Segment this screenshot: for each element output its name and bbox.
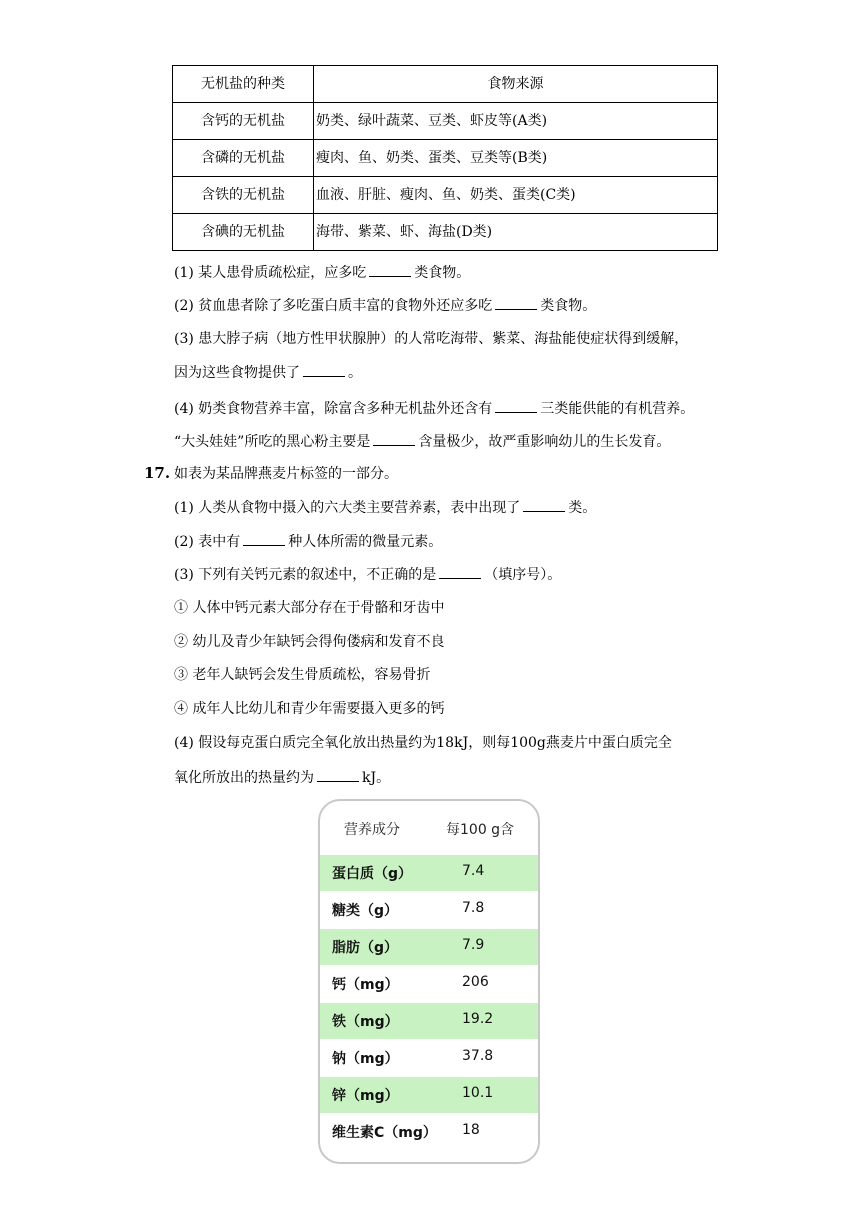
nutrient-name: 脂肪（g） bbox=[332, 940, 399, 956]
nutrition-row bbox=[320, 892, 540, 928]
q17-part2: (2) 表中有 种人体所需的微量元素。 bbox=[174, 531, 442, 551]
q17-part4-line1: (4) 假设每克蛋白质完全氧化放出热量约为18kJ，则每100g燕麦片中蛋白质完全 bbox=[174, 735, 672, 751]
q16-part1: (1) 某人患骨质疏松症，应多吃 类食物。 bbox=[174, 262, 470, 282]
table-cell: 奶类、绿叶蔬菜、豆类、虾皮等(A类) bbox=[314, 103, 718, 140]
answer-blank[interactable] bbox=[373, 431, 415, 446]
answer-blank[interactable] bbox=[523, 497, 565, 512]
q16-part2: (2) 贫血患者除了多吃蛋白质丰富的食物外还应多吃 类食物。 bbox=[174, 295, 596, 315]
answer-blank[interactable] bbox=[495, 295, 537, 310]
answer-blank[interactable] bbox=[439, 564, 481, 579]
nutrition-header-left: 营养成分 bbox=[344, 822, 400, 838]
answer-blank[interactable] bbox=[303, 362, 345, 377]
nutrition-row bbox=[320, 929, 540, 965]
table-row bbox=[173, 214, 718, 251]
nutrition-row bbox=[320, 1003, 540, 1039]
nutrient-name: 铁（mg） bbox=[332, 1014, 399, 1030]
table-header-row bbox=[173, 66, 718, 103]
table-cell: 含磷的无机盐 bbox=[173, 140, 314, 177]
table-header-cell: 无机盐的种类 bbox=[173, 66, 314, 103]
nutrient-value: 7.9 bbox=[462, 937, 485, 953]
nutrient-name: 蛋白质（g） bbox=[332, 866, 413, 882]
table-row bbox=[173, 140, 718, 177]
nutrient-name: 糖类（g） bbox=[332, 903, 399, 919]
nutrient-name: 钙（mg） bbox=[332, 977, 399, 993]
nutrition-row bbox=[320, 1114, 540, 1150]
q16-part3-line2: 因为这些食物提供了 。 bbox=[174, 362, 362, 382]
nutrient-value: 10.1 bbox=[462, 1085, 494, 1101]
nutrient-value: 7.8 bbox=[462, 900, 485, 916]
q16-part4-line2: “大头娃娃”所吃的黑心粉主要是 含量极少，故严重影响幼儿的生长发育。 bbox=[174, 431, 670, 451]
nutrient-name: 维生素C（mg） bbox=[332, 1125, 437, 1141]
table-header-cell: 食物来源 bbox=[314, 66, 718, 103]
table-cell: 血液、肝脏、瘦肉、鱼、奶类、蛋类(C类) bbox=[314, 177, 718, 214]
nutrition-row bbox=[320, 1077, 540, 1113]
nutrient-value: 18 bbox=[462, 1122, 480, 1138]
q16-part3-line1: (3) 患大脖子病（地方性甲状腺肿）的人常吃海带、紫菜、海盐能使症状得到缓解， bbox=[174, 331, 689, 347]
q17-option: ① 人体中钙元素大部分存在于骨骼和牙齿中 bbox=[174, 600, 445, 616]
table-cell: 含碘的无机盐 bbox=[173, 214, 314, 251]
nutrition-header-right: 每100 g含 bbox=[446, 822, 515, 838]
q17-part1: (1) 人类从食物中摄入的六大类主要营养素，表中出现了 类。 bbox=[174, 497, 596, 517]
answer-blank[interactable] bbox=[243, 531, 285, 546]
q17-option: ② 幼儿及青少年缺钙会得佝偻病和发育不良 bbox=[174, 634, 445, 650]
q17-part4-line2: 氧化所放出的热量约为 kJ。 bbox=[174, 767, 390, 787]
nutrient-name: 钠（mg） bbox=[332, 1051, 399, 1067]
nutrition-row bbox=[320, 1040, 540, 1076]
q17-option: ④ 成年人比幼儿和青少年需要摄入更多的钙 bbox=[174, 701, 445, 717]
q17-part3: (3) 下列有关钙元素的叙述中，不正确的是 （填序号）。 bbox=[174, 564, 561, 584]
table-row bbox=[173, 103, 718, 140]
nutrient-value: 19.2 bbox=[462, 1011, 494, 1027]
table-cell: 瘦肉、鱼、奶类、蛋类、豆类等(B类) bbox=[314, 140, 718, 177]
q17-option: ③ 老年人缺钙会发生骨质疏松，容易骨折 bbox=[174, 667, 431, 683]
question-number: 17. bbox=[144, 464, 171, 482]
mineral-source-table bbox=[172, 65, 718, 251]
answer-blank[interactable] bbox=[317, 767, 359, 782]
answer-blank[interactable] bbox=[369, 262, 411, 277]
table-row bbox=[173, 177, 718, 214]
nutrition-label-image bbox=[318, 799, 540, 1164]
nutrient-value: 7.4 bbox=[462, 863, 485, 879]
table-cell: 含铁的无机盐 bbox=[173, 177, 314, 214]
nutrient-name: 锌（mg） bbox=[332, 1088, 399, 1104]
table-cell: 海带、紫菜、虾、海盐(D类) bbox=[314, 214, 718, 251]
nutrition-row bbox=[320, 966, 540, 1002]
nutrition-label-header bbox=[320, 819, 538, 843]
nutrient-value: 206 bbox=[462, 974, 489, 990]
table-cell: 含钙的无机盐 bbox=[173, 103, 314, 140]
q16-part4-line1: (4) 奶类食物营养丰富，除富含多种无机盐外还含有 三类能供能的有机营养。 bbox=[174, 398, 694, 418]
nutrition-row bbox=[320, 855, 540, 891]
q17-intro: 如表为某品牌燕麦片标签的一部分。 bbox=[174, 466, 398, 482]
nutrient-value: 37.8 bbox=[462, 1048, 494, 1064]
answer-blank[interactable] bbox=[495, 398, 537, 413]
